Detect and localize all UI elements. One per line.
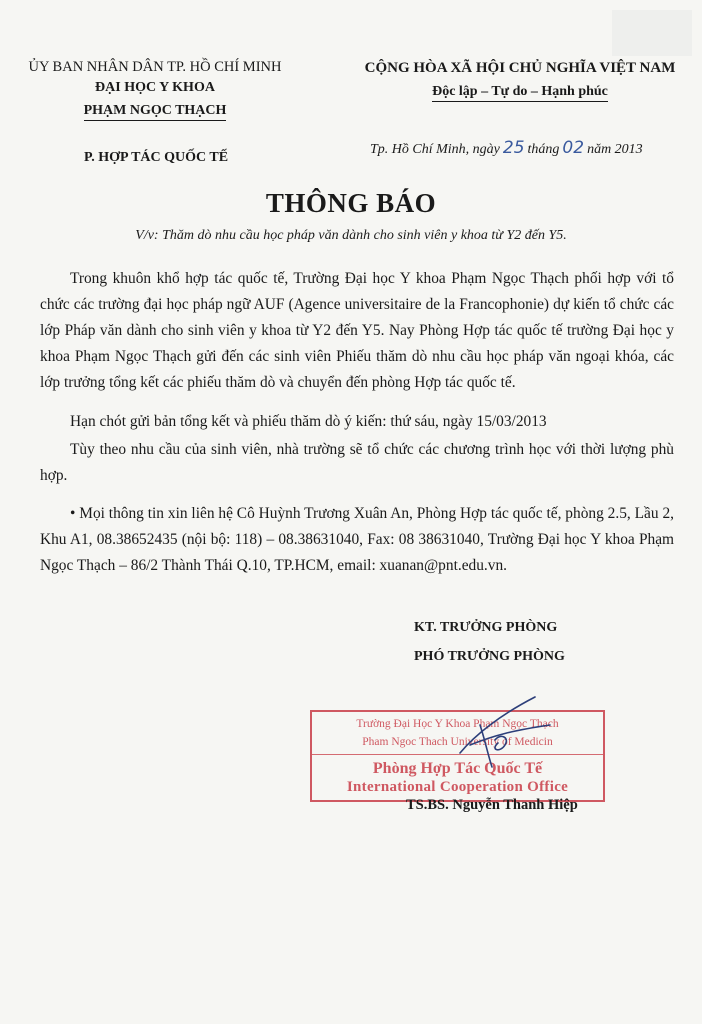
national-motto: Độc lập – Tự do – Hạnh phúc <box>325 84 702 100</box>
dateline-month-label: tháng <box>527 142 560 157</box>
university-name-line2: PHẠM NGỌC THẠCH <box>0 103 310 119</box>
document-title: THÔNG BÁO <box>265 188 437 218</box>
organization-name: ỦY BAN NHÂN DÂN TP. HỒ CHÍ MINH <box>28 59 282 75</box>
stamp-line-3: Phòng Hợp Tác Quốc Tế <box>372 760 543 777</box>
signer-name: TS.BS. Nguyễn Thanh Hiệp <box>406 797 578 813</box>
contact-paragraph: • Mọi thông tin xin liên hệ Cô Huỳnh Trương Xuân An, Phòng Hợp tác quốc tế, phòng 2.5, Lầu 2, Khu A1, 08.38652435 (nội bộ: 118) – 08.38631040, Fax: 08 38631040, Trường Đại học Y khoa Phạm Ngọc Thạch – 86/2 Thành Thái Q.10, TP.HCM, email: xuanan@pnt.edu.vn. <box>40 505 674 574</box>
dateline <box>370 138 643 158</box>
dateline-year: năm 2013 <box>587 142 643 157</box>
handwritten-signature <box>440 695 560 775</box>
body-paragraph-1: Trong khuôn khổ hợp tác quốc tế, Trường Đại học Y khoa Phạm Ngọc Thạch phối hợp với tổ chức các trường đại học pháp ngữ AUF (Agence universitaire de la Francophonie) dự kiến tổ chức các lớp Pháp văn dành cho sinh viên y khoa từ Y2 đến Y5. Nay Phòng Hợp tác quốc tế trường Đại học y khoa Phạm Ngọc Thạch gửi đến các sinh viên Phiếu thăm dò nhu cầu học pháp văn ngoại khóa, các lớp trưởng tổng kết các phiếu thăm dò và chuyển đến phòng Hợp tác quốc tế. <box>40 270 674 391</box>
document-subject: V/v: Thăm dò nhu cầu học pháp văn dành cho sinh viên y khoa từ Y2 đến Y5. <box>135 228 567 243</box>
dateline-prefix: Tp. Hồ Chí Minh, ngày <box>370 142 500 157</box>
national-title: CỘNG HÒA XÃ HỘI CHỦ NGHĨA VIỆT NAM <box>364 60 676 76</box>
department-name: P. HỢP TÁC QUỐC TẾ <box>84 150 229 165</box>
stamp-line-1: Trường Đại Học Y Khoa Phạm Ngọc Thạch <box>356 718 559 730</box>
bleed-through-mark <box>612 10 692 56</box>
handwritten-day: 25 <box>502 138 525 158</box>
stamp-line-4: International Cooperation Office <box>346 779 569 795</box>
university-name-line1: ĐẠI HỌC Y KHOA <box>95 80 215 95</box>
signature-title-2: PHÓ TRƯỞNG PHÒNG <box>414 649 565 664</box>
handwritten-month: 02 <box>562 138 585 158</box>
body-paragraph-3: Tùy theo nhu cầu của sinh viên, nhà trường sẽ tổ chức các chương trình học với thời lượng phù hợp. <box>40 441 674 484</box>
deadline-paragraph: Hạn chót gửi bản tổng kết và phiếu thăm dò ý kiến: thứ sáu, ngày 15/03/2013 <box>70 413 547 430</box>
signature-title-1: KT. TRƯỞNG PHÒNG <box>414 620 558 635</box>
stamp-line-2: Pham Ngoc Thach University of Medicin <box>362 736 553 748</box>
